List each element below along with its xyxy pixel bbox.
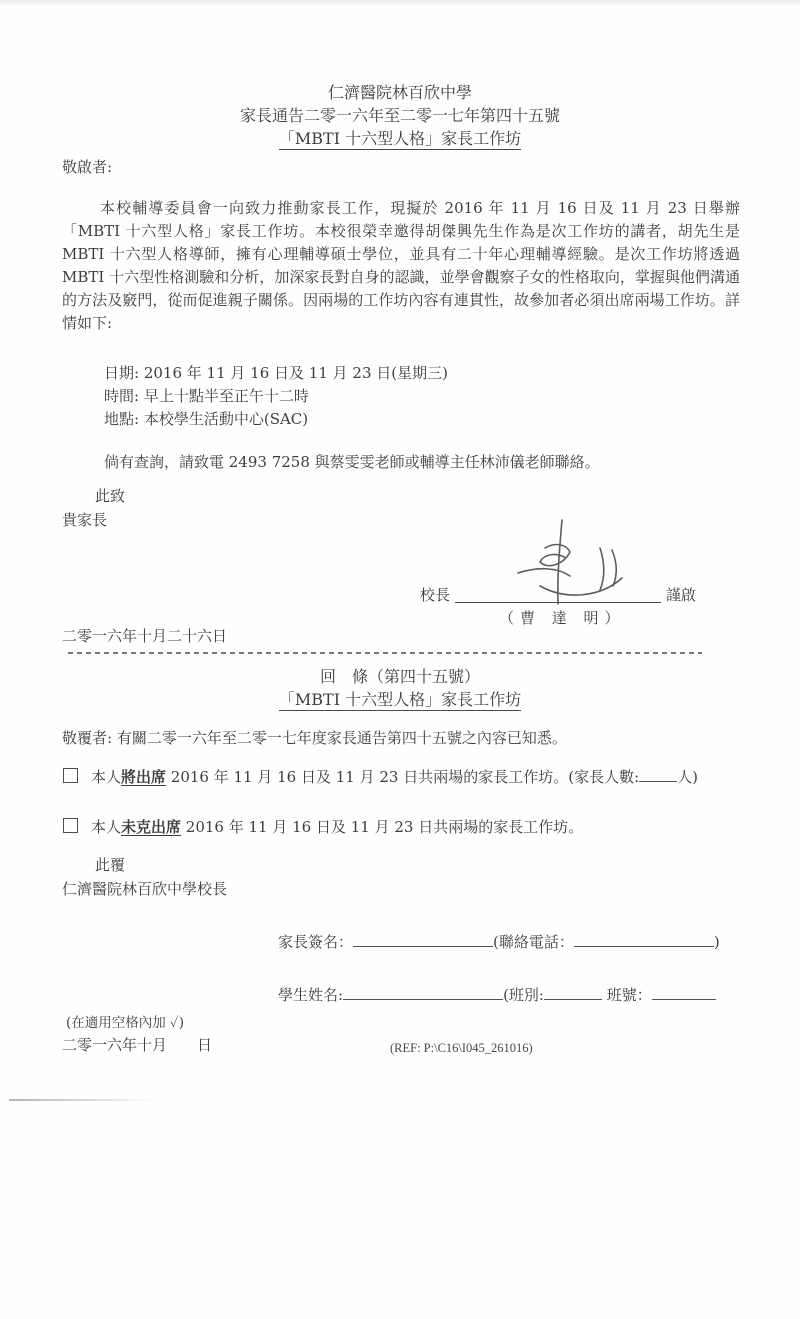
school-name: 仁濟醫院林百欣中學 [327, 83, 472, 102]
detail-label: 地點: [104, 410, 140, 428]
workshop-title [0, 128, 800, 150]
body-paragraph: 本校輔導委員會一向致力推動家長工作，現擬於 2016 年 11 月 16 日及 11 月 23 日舉辦「MBTI 十六型人格」家長工作坊。本校很榮幸邀得胡傑興先生作為是次工作坊的講者，胡先生是 MBTI 十六型人格導師，擁有心理輔導碩士學位，並具有二十年心理輔導經驗。是次工作坊將透過 MBTI 十六型性格測驗和分析，加深家長對自身的認識，並學會觀察子女的性格取向，掌握與他們溝通的方法及竅門，從而促進親子關係。因兩場的工作坊內容有連貫性，故參加者必須出席兩場工作坊。詳情如下: [62, 199, 740, 332]
reply-date-line: 二零一六年十月 日 [62, 1036, 213, 1054]
reply-slip-title: 回 條（第四十五號） [319, 667, 480, 686]
phone-blank [574, 931, 714, 947]
class-no-label: 班號： [606, 986, 652, 1004]
detail-row-venue [104, 408, 448, 431]
enquiry-line: 倘有查詢，請致電 2493 7258 與蔡雯雯老師或輔導主任林沛儀老師聯絡。 [104, 453, 600, 471]
option-not-attend [63, 816, 583, 839]
option-rest: 2016 年 11 月 16 日及 11 月 23 日共兩場的家長工作坊。 [181, 818, 584, 836]
salutation: 敬啟者: [62, 158, 113, 176]
detail-label: 時間: [104, 387, 140, 405]
detail-label: 日期: [104, 364, 140, 382]
dashed-separator [68, 652, 702, 654]
reply-addressee: 仁濟醫院林百欣中學校長 [62, 880, 228, 898]
detail-row-date [104, 362, 448, 385]
principal-name: （曹 達 明） [499, 609, 626, 627]
class-label: (班別: [503, 986, 544, 1004]
details-list [104, 362, 448, 431]
checkbox-not-attend[interactable] [63, 818, 78, 833]
principal-label: 校長 [420, 586, 451, 604]
reply-slip-subtitle-text: 「MBTI 十六型人格」家長工作坊 [278, 690, 522, 709]
cizhi: 此致 [95, 487, 126, 505]
notice-number-line: 家長通告二零一六年至二零一七年第四十五號 [239, 106, 560, 125]
option-suffix: 人) [677, 768, 699, 786]
detail-value: 本校學生活動中心(SAC) [143, 410, 309, 428]
reply-slip-subtitle [0, 689, 800, 711]
detail-value: 早上十點半至正午十二時 [143, 387, 309, 405]
student-name-blank [343, 984, 503, 1000]
option-prefix: 本人 [91, 818, 122, 836]
phone-label: (聯絡電話： [493, 933, 574, 951]
principal-signature-line [455, 602, 661, 603]
parent-sign-label: 家長簽名： [278, 933, 354, 951]
ref-code: (REF: P:\C16\I045_261016) [390, 1041, 533, 1055]
parent-signature-row [278, 931, 720, 954]
student-name-label: 學生姓名: [278, 986, 344, 1004]
respect-suffix: 謹啟 [666, 586, 697, 604]
cifu: 此覆 [95, 856, 126, 874]
scan-artifact-line [9, 1099, 155, 1101]
checkbox-attend[interactable] [63, 768, 78, 783]
workshop-title-text: 「MBTI 十六型人格」家長工作坊 [278, 129, 522, 148]
tick-footnote: (在適用空格內加 ✓) [66, 1015, 185, 1031]
parent-signature-blank [353, 931, 493, 947]
option-rest: 2016 年 11 月 16 日及 11 月 23 日共兩場的家長工作坊。(家長人數: [166, 768, 640, 786]
detail-value: 2016 年 11 月 16 日及 11 月 23 日(星期三) [143, 364, 448, 382]
recipient: 貴家長 [62, 511, 108, 529]
class-blank [544, 984, 602, 1000]
class-no-blank [652, 984, 716, 1000]
option-emphasis: 將出席 [121, 768, 167, 786]
issue-date: 二零一六年十月二十六日 [62, 627, 228, 645]
principal-signature [500, 518, 680, 608]
option-emphasis: 未克出席 [121, 818, 182, 836]
option-attend [63, 766, 698, 789]
phone-close: ) [713, 933, 720, 951]
parent-count-blank [639, 766, 677, 782]
reply-opening-line: 敬覆者: 有關二零一六年至二零一七年度家長通告第四十五號之內容已知悉。 [62, 729, 567, 747]
student-name-row [278, 984, 716, 1007]
detail-row-time [104, 385, 448, 408]
option-prefix: 本人 [91, 768, 122, 786]
